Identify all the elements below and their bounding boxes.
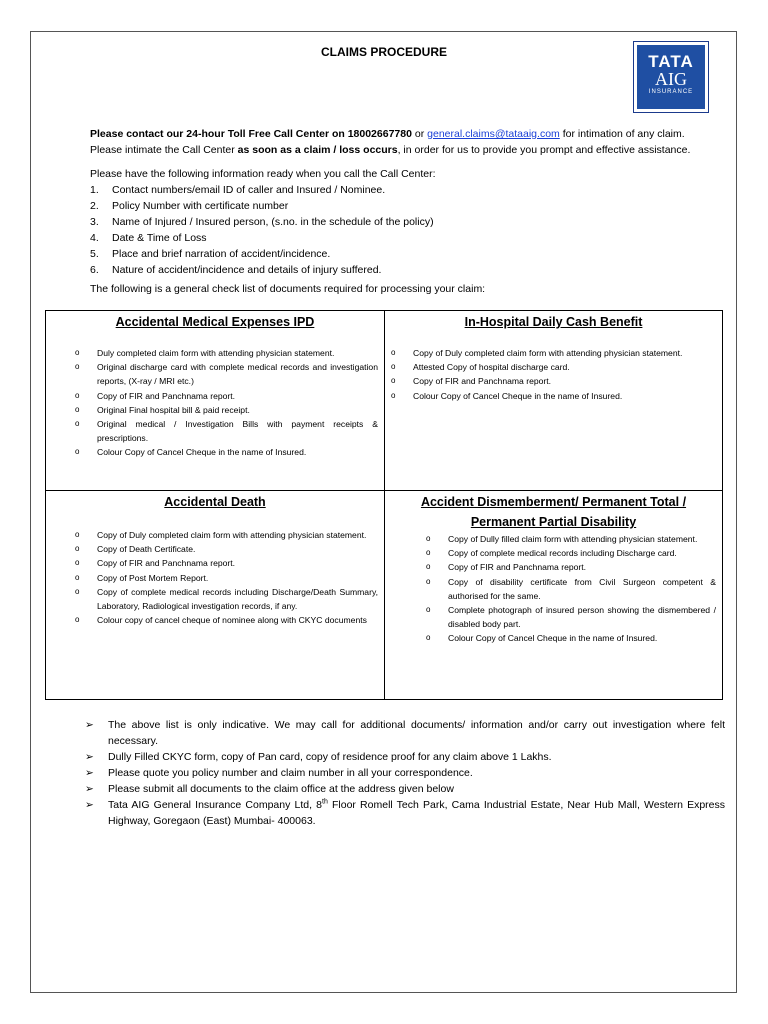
item-text: Nature of accident/incidence and details of injury suffered. <box>112 264 382 276</box>
bullet-icon: o <box>75 544 80 554</box>
bullet-icon: o <box>391 376 396 386</box>
death-list <box>75 528 378 627</box>
checklist-intro: The following is a general check list of documents required for processing your claim: <box>90 283 486 295</box>
list-item <box>75 556 378 570</box>
logo-aig: AIG <box>655 69 687 89</box>
bullet-icon: o <box>75 348 80 357</box>
list-item <box>391 389 716 403</box>
bullet-icon: o <box>391 362 396 372</box>
list-item <box>85 717 725 749</box>
note-text: Please submit all documents to the claim office at the address given below <box>108 783 454 795</box>
list-item <box>75 417 378 445</box>
after-email-text: for intimation of any claim. <box>562 128 685 140</box>
list-item <box>85 749 725 765</box>
item-number: 4. <box>90 232 99 244</box>
bullet-icon: o <box>391 390 396 400</box>
bullet-icon: o <box>75 586 80 596</box>
documents-table <box>45 310 723 700</box>
item-text: Copy of Death Certificate. <box>97 544 196 555</box>
item-text: Duly completed claim form with attending physician statement. <box>97 348 335 358</box>
bullet-icon: o <box>75 404 80 414</box>
cell-dismemberment <box>385 491 722 699</box>
list-item <box>75 403 378 417</box>
item-text: Place and brief narration of accident/incidence. <box>112 248 331 260</box>
bullet-icon: o <box>75 558 80 568</box>
arrow-bullet-icon: ➢ <box>85 751 94 763</box>
list-item <box>90 214 730 230</box>
bullet-icon: o <box>426 548 431 558</box>
contact-line-1 <box>90 126 730 142</box>
info-list <box>90 182 730 278</box>
arrow-bullet-icon: ➢ <box>85 799 94 811</box>
bullet-icon: o <box>426 633 431 643</box>
list-item <box>75 346 378 360</box>
item-text: Colour Copy of Cancel Cheque in the name of Insured. <box>413 390 623 401</box>
item-number: 5. <box>90 248 99 260</box>
contact-line2-b: , in order for us to provide you prompt and effective assistance. <box>397 144 691 156</box>
item-text: Name of Injured / Insured person, (s.no. in the schedule of the policy) <box>112 216 434 228</box>
page-title: CLAIMS PROCEDURE <box>320 45 447 59</box>
list-item <box>426 575 716 603</box>
note-text: The above list is only indicative. We may call for additional documents/ information and/or carry out investigation where felt necessary. <box>108 719 725 747</box>
list-item <box>426 560 716 574</box>
list-item <box>75 542 378 556</box>
list-item <box>426 546 716 560</box>
item-text: Original Final hospital bill & paid receipt. <box>97 404 250 415</box>
bullet-icon: o <box>426 534 431 543</box>
arrow-bullet-icon: ➢ <box>85 719 94 731</box>
arrow-bullet-icon: ➢ <box>85 783 94 795</box>
tata-aig-logo <box>633 41 709 113</box>
cell-death <box>46 491 384 699</box>
list-item <box>75 571 378 585</box>
item-text: Copy of Dully filled claim form with attending physician statement. <box>448 534 698 544</box>
list-item <box>426 603 716 631</box>
list-item <box>90 198 730 214</box>
item-text: Copy of complete medical records including Discharge/Death Summary, Laboratory, Radiological investigation records, if any. <box>97 586 378 612</box>
bullet-icon: o <box>426 562 431 572</box>
list-item <box>90 182 730 198</box>
contact-lead: Please contact our 24-hour Toll Free Call Center on <box>90 128 345 140</box>
info-heading: Please have the following information ready when you call the Call Center: <box>90 168 436 180</box>
list-item <box>85 781 725 797</box>
list-item <box>391 374 716 388</box>
list-item <box>85 765 725 781</box>
list-item <box>75 445 378 459</box>
address-text <box>108 799 725 827</box>
cell-cash <box>385 311 722 490</box>
cell-title-cash: In-Hospital Daily Cash Benefit <box>464 315 643 329</box>
bullet-icon: o <box>426 605 431 615</box>
item-text: Contact numbers/email ID of caller and Insured / Nominee. <box>112 184 386 196</box>
arrow-bullet-icon: ➢ <box>85 767 94 779</box>
item-text: Copy of disability certificate from Civil Surgeon competent & authorised for the same. <box>448 576 716 601</box>
item-text: Policy Number with certificate number <box>112 200 289 212</box>
item-text: Copy of Duly completed claim form with attending physician statement. <box>413 348 683 358</box>
cell-title-dismemberment-line1: Accident Dismemberment/ Permanent Total / <box>420 495 687 509</box>
cell-title-death: Accidental Death <box>164 495 266 509</box>
list-item <box>75 585 378 613</box>
bullet-icon: o <box>75 419 80 429</box>
list-item <box>391 346 716 360</box>
ipd-list <box>75 346 378 460</box>
list-item <box>90 262 730 278</box>
list-item <box>426 631 716 645</box>
item-number: 6. <box>90 264 99 276</box>
bullet-icon: o <box>75 615 80 625</box>
item-text: Copy of FIR and Panchnama report. <box>97 390 236 401</box>
notes-list <box>85 717 725 829</box>
address-part-2: Floor Romell Tech Park, Cama Industrial Estate, Near Hub Mall, Western Express Highway, Goregaon (East) Mumbai- 400063. <box>108 799 726 827</box>
list-item <box>75 528 378 542</box>
address-part-1: Tata AIG General Insurance Company Ltd, 8 <box>108 799 322 811</box>
bullet-icon: o <box>75 572 80 582</box>
item-text: Copy of Duly completed claim form with attending physician statement. <box>97 530 367 540</box>
item-text: Colour Copy of Cancel Cheque in the name of Insured. <box>448 633 658 644</box>
logo-box <box>637 45 705 109</box>
logo-insurance: INSURANCE <box>648 89 694 95</box>
notes-section <box>85 717 725 829</box>
note-text: Dully Filled CKYC form, copy of Pan card, copy of residence proof for any claim above 1 Lakhs. <box>108 751 552 763</box>
logo-tata: TATA <box>648 52 694 71</box>
cell-title-ipd: Accidental Medical Expenses IPD <box>115 315 315 329</box>
item-text: Original medical / Investigation Bills with payment receipts & prescriptions. <box>97 419 378 444</box>
bullet-icon: o <box>75 390 80 400</box>
list-item <box>75 613 378 627</box>
item-text: Copy of complete medical records including Discharge card. <box>448 548 677 559</box>
item-number: 1. <box>90 184 99 196</box>
bullet-icon: o <box>426 576 431 586</box>
email-link[interactable]: general.claims@tataaig.com <box>427 128 560 140</box>
note-text: Please quote you policy number and claim number in all your correspondence. <box>108 767 473 779</box>
item-text: Copy of Post Mortem Report. <box>97 572 209 583</box>
bullet-icon: o <box>75 447 80 457</box>
item-number: 2. <box>90 200 99 212</box>
list-item <box>391 360 716 374</box>
or-text: or <box>414 128 425 140</box>
item-text: Colour Copy of Cancel Cheque in the name of Insured. <box>97 447 307 458</box>
cell-title-dismemberment-line2: Permanent Partial Disability <box>470 515 637 529</box>
item-text: Copy of FIR and Panchnama report. <box>97 558 236 569</box>
item-text: Colour copy of cancel cheque of nominee along with CKYC documents <box>97 615 367 626</box>
contact-line-2 <box>90 142 730 158</box>
item-text: Copy of FIR and Panchnama report. <box>413 376 552 387</box>
list-item <box>75 389 378 403</box>
phone-number: 18002667780 <box>347 128 412 140</box>
item-text: Date & Time of Loss <box>112 232 207 244</box>
bullet-icon: o <box>75 530 80 539</box>
item-text: Original discharge card with complete medical records and investigation reports, (X-ray / MRI etc.) <box>97 362 378 387</box>
list-item <box>75 360 378 388</box>
dismemberment-list <box>426 532 716 646</box>
contact-line2-bold: as soon as a claim / loss occurs <box>237 144 398 156</box>
bullet-icon: o <box>75 362 80 372</box>
info-section <box>90 166 730 278</box>
address-superscript: th <box>322 798 328 806</box>
item-text: Complete photograph of insured person showing the dismembered / disabled body part. <box>448 605 716 630</box>
list-item <box>90 230 730 246</box>
cell-ipd <box>46 311 384 490</box>
list-item <box>85 797 725 829</box>
contact-paragraph <box>90 126 730 158</box>
cash-list <box>391 346 716 403</box>
item-number: 3. <box>90 216 99 228</box>
list-item <box>90 246 730 262</box>
item-text: Copy of FIR and Panchnama report. <box>448 562 587 573</box>
bullet-icon: o <box>391 348 396 357</box>
list-item <box>426 532 716 546</box>
contact-line2-a: Please intimate the Call Center <box>90 144 235 156</box>
item-text: Attested Copy of hospital discharge card. <box>413 362 570 373</box>
